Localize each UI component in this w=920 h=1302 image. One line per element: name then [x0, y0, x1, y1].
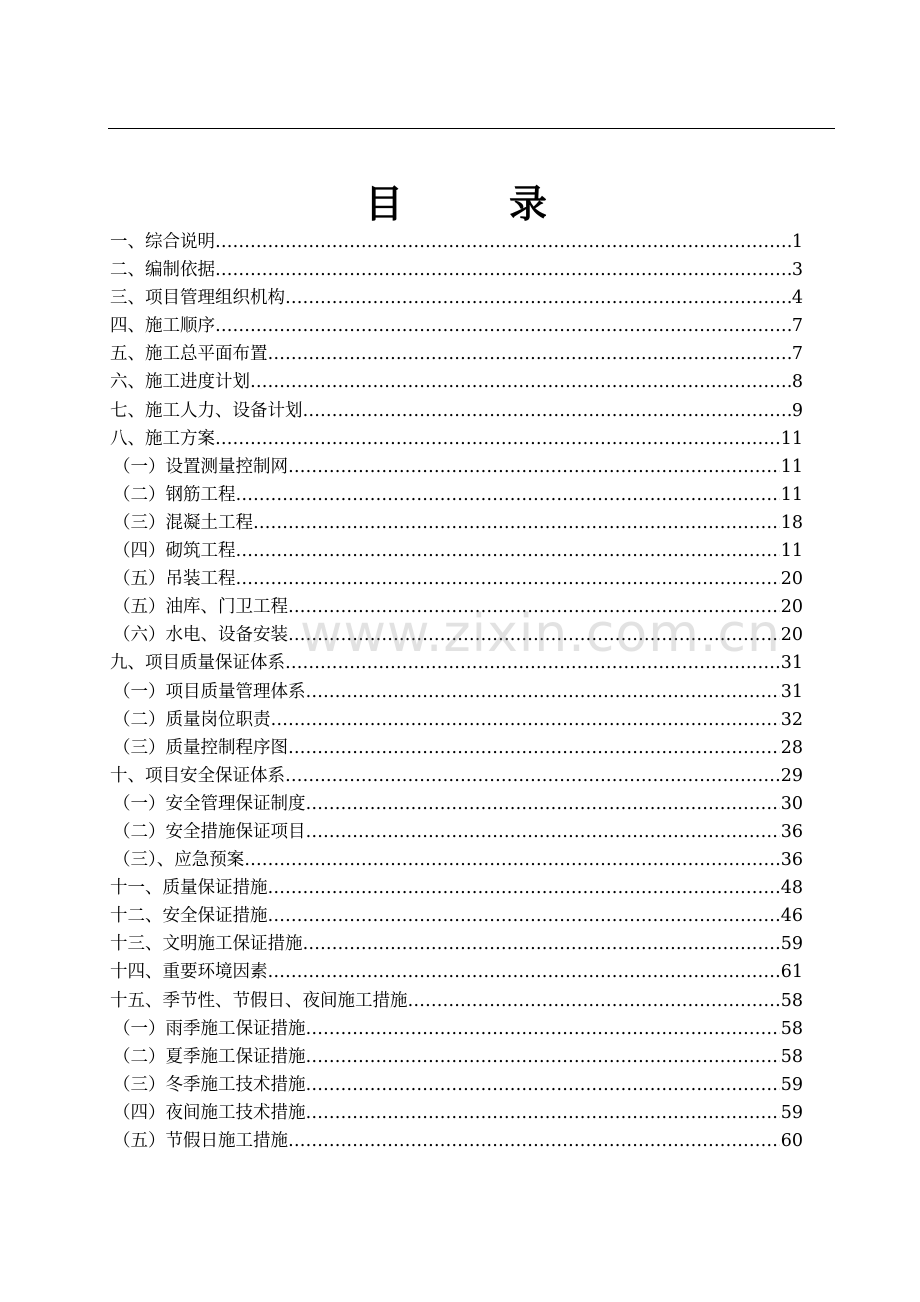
toc-entry[interactable] — [110, 846, 803, 874]
toc-dot-leader — [288, 453, 780, 481]
toc-dot-leader — [268, 902, 780, 930]
toc-entry-label: （二）质量岗位职责 — [113, 709, 271, 730]
toc-entry-page: 59 — [780, 1074, 803, 1095]
toc-dot-leader — [285, 649, 780, 677]
toc-entry-page: 11 — [780, 428, 803, 449]
toc-dot-leader — [268, 340, 791, 368]
toc-dot-leader — [306, 1015, 780, 1043]
toc-entry-label: （一）雨季施工保证措施 — [113, 1018, 306, 1039]
toc-entry[interactable] — [110, 762, 803, 790]
toc-entry-label: 四、施工顺序 — [110, 316, 215, 337]
toc-entry[interactable] — [110, 678, 803, 706]
toc-entry-page: 31 — [780, 681, 803, 702]
toc-entry-page: 29 — [780, 765, 803, 786]
toc-entry-label: （一）安全管理保证制度 — [113, 793, 306, 814]
toc-entry-label: 十一、质量保证措施 — [110, 878, 268, 899]
toc-entry[interactable] — [110, 537, 803, 565]
toc-entry-label: 十四、重要环境因素 — [110, 962, 268, 983]
toc-entry-page: 31 — [780, 653, 803, 674]
toc-entry[interactable] — [110, 958, 803, 986]
toc-entry-label: （三）冬季施工技术措施 — [113, 1074, 306, 1095]
toc-entry[interactable] — [110, 818, 803, 846]
toc-entry-label: （三）质量控制程序图 — [113, 737, 288, 758]
toc-dot-leader — [215, 425, 780, 453]
toc-entry[interactable] — [110, 1099, 803, 1127]
toc-entry[interactable] — [110, 706, 803, 734]
toc-entry[interactable] — [110, 312, 803, 340]
toc-dot-leader — [253, 509, 780, 537]
toc-entry[interactable] — [110, 565, 803, 593]
toc-dot-leader — [215, 256, 791, 284]
toc-entry-label: （三）混凝土工程 — [113, 512, 253, 533]
toc-entry[interactable] — [110, 902, 803, 930]
toc-entry[interactable] — [110, 1043, 803, 1071]
toc-entry-label: （五）吊装工程 — [113, 569, 236, 590]
toc-entry-page: 11 — [780, 541, 803, 562]
toc-entry-page: 28 — [780, 737, 803, 758]
toc-entry-label: 七、施工人力、设备计划 — [110, 400, 303, 421]
toc-entry-page: 30 — [780, 793, 803, 814]
toc-entry[interactable] — [110, 284, 803, 312]
toc-dot-leader — [285, 762, 780, 790]
toc-dot-leader — [244, 846, 779, 874]
toc-entry-label: 八、施工方案 — [110, 428, 215, 449]
toc-dot-leader — [268, 874, 780, 902]
toc-entry-label: 六、施工进度计划 — [110, 372, 250, 393]
toc-entry-label: （五）油库、门卫工程 — [113, 597, 288, 618]
toc-entry-label: 一、综合说明 — [110, 232, 215, 252]
toc-list — [110, 228, 803, 1155]
toc-entry-page: 59 — [780, 1102, 803, 1123]
toc-entry[interactable] — [110, 368, 803, 396]
toc-dot-leader — [288, 1127, 780, 1155]
toc-entry[interactable] — [110, 1015, 803, 1043]
toc-dot-leader — [306, 1099, 780, 1127]
toc-entry-label: 十五、季节性、节假日、夜间施工措施 — [110, 990, 408, 1011]
toc-entry-label: （一）项目质量管理体系 — [113, 681, 306, 702]
toc-entry-page: 58 — [780, 990, 803, 1011]
toc-entry-page: 11 — [780, 484, 803, 505]
toc-dot-leader — [303, 930, 780, 958]
toc-entry[interactable] — [110, 256, 803, 284]
toc-entry-label: （四）砌筑工程 — [113, 541, 236, 562]
toc-dot-leader — [236, 565, 780, 593]
toc-dot-leader — [288, 593, 780, 621]
toc-entry-label: 十、项目安全保证体系 — [110, 765, 285, 786]
toc-dot-leader — [215, 312, 791, 340]
toc-entry-page: 20 — [780, 625, 803, 646]
toc-entry-page: 46 — [780, 906, 803, 927]
toc-entry-label: （四）夜间施工技术措施 — [113, 1102, 306, 1123]
toc-entry[interactable] — [110, 453, 803, 481]
toc-entry[interactable] — [110, 509, 803, 537]
toc-dot-leader — [236, 537, 780, 565]
toc-dot-leader — [215, 228, 791, 256]
toc-entry-page: 20 — [780, 597, 803, 618]
toc-entry-page: 7 — [791, 344, 803, 365]
toc-entry-label: （六）水电、设备安装 — [113, 625, 288, 646]
toc-entry-label: 二、编制依据 — [110, 260, 215, 281]
toc-entry-label: （五）节假日施工措施 — [113, 1131, 288, 1151]
toc-entry[interactable] — [110, 340, 803, 368]
toc-entry-page: 1 — [791, 232, 803, 252]
header-rule — [108, 128, 835, 129]
toc-entry-label: （二）钢筋工程 — [113, 484, 236, 505]
toc-entry-page: 48 — [780, 878, 803, 899]
toc-entry-label: （二）夏季施工保证措施 — [113, 1046, 306, 1067]
toc-dot-leader — [288, 734, 780, 762]
toc-dot-leader — [306, 1071, 780, 1099]
toc-entry-page: 32 — [780, 709, 803, 730]
toc-dot-leader — [306, 790, 780, 818]
toc-entry-label: 十三、文明施工保证措施 — [110, 934, 303, 955]
toc-entry-page: 60 — [780, 1131, 803, 1151]
toc-entry-page: 7 — [791, 316, 803, 337]
toc-entry[interactable] — [110, 425, 803, 453]
toc-entry-label: 五、施工总平面布置 — [110, 344, 268, 365]
toc-entry-page: 61 — [780, 962, 803, 983]
toc-dot-leader — [303, 397, 791, 425]
toc-entry[interactable] — [110, 987, 803, 1015]
toc-entry-label: 三、项目管理组织机构 — [110, 288, 285, 309]
toc-entry[interactable] — [110, 930, 803, 958]
toc-entry[interactable] — [110, 790, 803, 818]
toc-dot-leader — [250, 368, 791, 396]
toc-entry[interactable] — [110, 228, 803, 256]
toc-dot-leader — [306, 678, 780, 706]
toc-entry-page: 9 — [791, 400, 803, 421]
toc-dot-leader — [236, 481, 780, 509]
toc-entry-label: 十二、安全保证措施 — [110, 906, 268, 927]
toc-entry[interactable] — [110, 593, 803, 621]
toc-dot-leader — [285, 284, 791, 312]
toc-entry-page: 58 — [780, 1018, 803, 1039]
toc-entry-label: （二）安全措施保证项目 — [113, 821, 306, 842]
toc-entry-page: 58 — [780, 1046, 803, 1067]
toc-entry-page: 4 — [791, 288, 803, 309]
toc-entry-page: 59 — [780, 934, 803, 955]
toc-entry-page: 36 — [780, 850, 803, 871]
toc-entry[interactable] — [110, 1071, 803, 1099]
toc-entry-label: （一）设置测量控制网 — [113, 456, 288, 477]
toc-entry-page: 18 — [780, 512, 803, 533]
toc-entry-label: 九、项目质量保证体系 — [110, 653, 285, 674]
toc-entry-page: 36 — [780, 821, 803, 842]
toc-entry[interactable] — [110, 1127, 803, 1155]
watermark: www.zixin.com.cn — [300, 604, 781, 664]
toc-entry-label: （三）、应急预案 — [113, 850, 245, 871]
toc-entry[interactable] — [110, 621, 803, 649]
toc-dot-leader — [271, 706, 780, 734]
toc-title: 目 录 — [364, 181, 581, 226]
toc-entry[interactable] — [110, 649, 803, 677]
toc-entry[interactable] — [110, 397, 803, 425]
toc-entry[interactable] — [110, 481, 803, 509]
toc-dot-leader — [408, 987, 780, 1015]
toc-entry-page: 20 — [780, 569, 803, 590]
toc-dot-leader — [288, 621, 780, 649]
toc-entry-page: 8 — [791, 372, 803, 393]
toc-dot-leader — [306, 818, 780, 846]
toc-entry-page: 3 — [791, 260, 803, 281]
toc-dot-leader — [306, 1043, 780, 1071]
toc-entry[interactable] — [110, 874, 803, 902]
toc-dot-leader — [268, 958, 780, 986]
toc-entry-page: 11 — [780, 456, 803, 477]
toc-entry[interactable] — [110, 734, 803, 762]
